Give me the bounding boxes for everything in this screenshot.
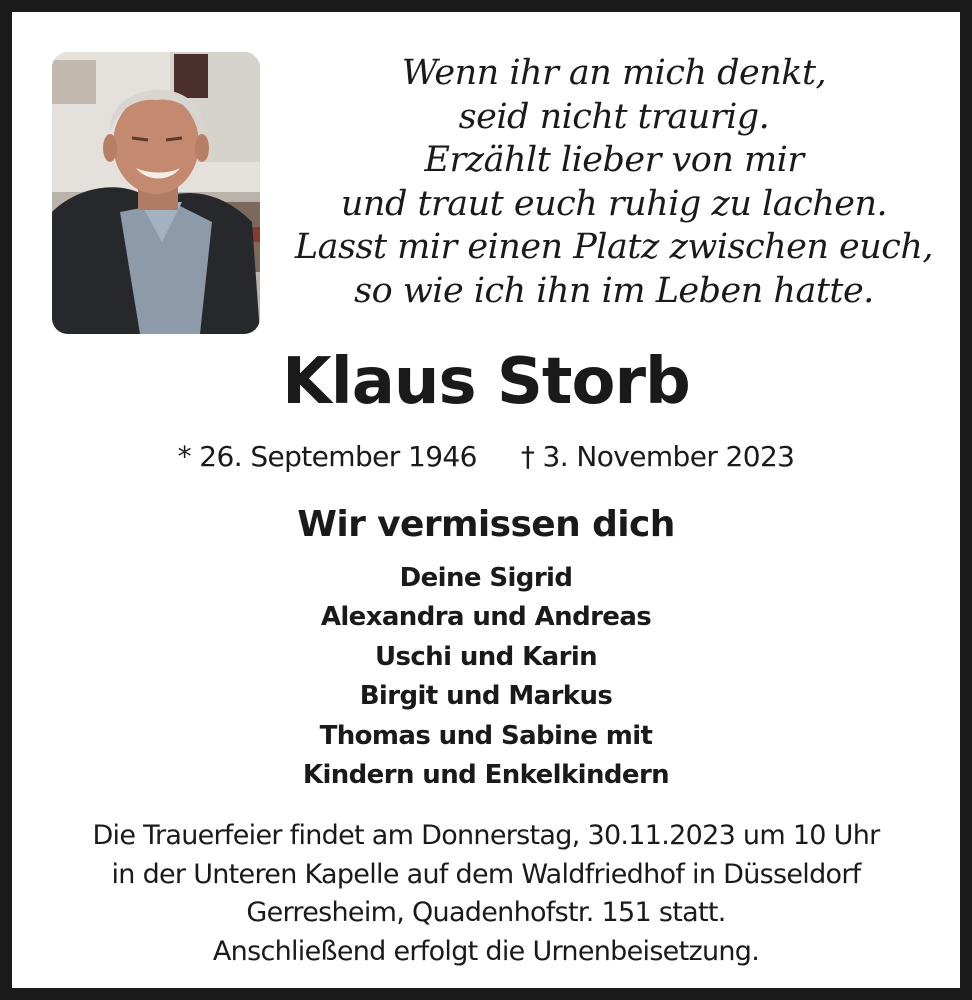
farewell-heading: Wir vermissen dich bbox=[297, 504, 675, 545]
mourners-list bbox=[12, 559, 960, 795]
mourner-line: Thomas und Sabine mit bbox=[319, 720, 653, 751]
service-line: Die Trauerfeier findet am Donnerstag, 30.11.2023 um 10 Uhr bbox=[92, 820, 880, 851]
poem-line: Erzählt lieber von mir bbox=[424, 140, 804, 181]
service-info bbox=[12, 817, 960, 971]
poem-line: so wie ich ihn im Leben hatte. bbox=[354, 270, 874, 311]
poem-line: Wenn ihr an mich denkt, bbox=[401, 53, 827, 93]
mourner-line: Deine Sigrid bbox=[399, 563, 573, 593]
deceased-name: Klaus Storb bbox=[282, 345, 690, 419]
poem-line: Lasst mir einen Platz zwischen euch, bbox=[294, 227, 934, 268]
service-line: in der Unteren Kapelle auf dem Waldfriedhof in Düsseldorf bbox=[111, 858, 861, 890]
mourner-line: Alexandra und Andreas bbox=[320, 602, 652, 633]
mourner-line: Kindern und Enkelkindern bbox=[302, 760, 670, 791]
portrait-photo bbox=[52, 52, 260, 334]
birth-date: * 26. September 1946 bbox=[177, 440, 477, 473]
life-dates bbox=[12, 439, 960, 475]
service-line: Anschließend erfolgt die Urnenbeisetzung. bbox=[212, 935, 760, 967]
poem-line: und traut euch ruhig zu lachen. bbox=[340, 183, 888, 224]
mourner-line: Uschi und Karin bbox=[374, 641, 598, 672]
memorial-poem bbox=[288, 52, 940, 314]
service-line: Gerresheim, Quadenhofstr. 151 statt. bbox=[246, 897, 726, 929]
portrait-image bbox=[52, 52, 260, 334]
poem-line: seid nicht traurig. bbox=[458, 96, 770, 137]
death-date: † 3. November 2023 bbox=[520, 440, 795, 473]
mourner-line: Birgit und Markus bbox=[359, 681, 613, 712]
